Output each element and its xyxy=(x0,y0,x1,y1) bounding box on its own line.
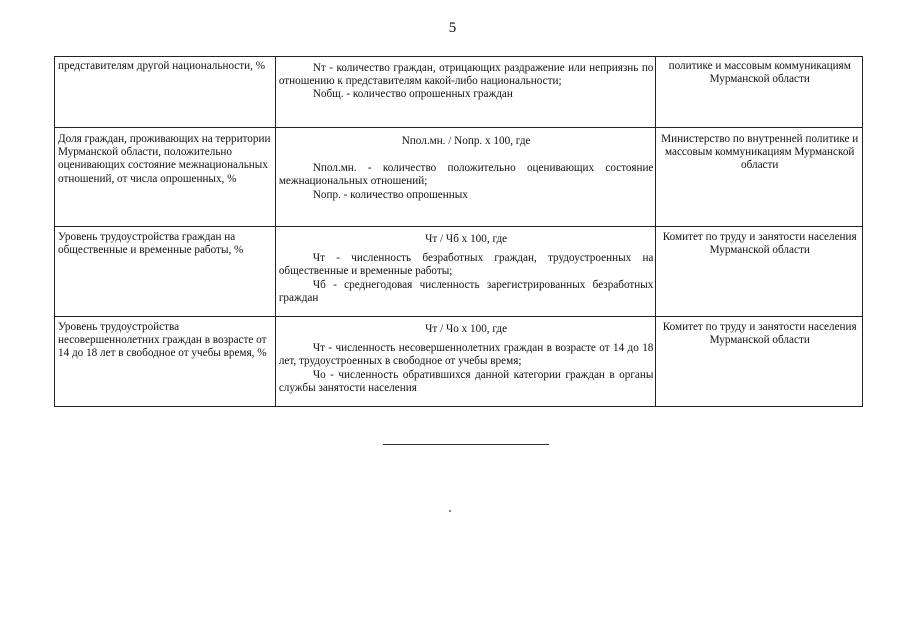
indicator-name: Доля граждан, проживающих на территории Мурманской области, положительно оценивающих состояние межнациональных отношений, от числа опрошенных, % xyxy=(58,133,271,185)
formula-description: Nобщ. - количество опрошенных граждан xyxy=(312,88,513,101)
indicator-name-cell xyxy=(55,57,276,128)
organization-name: Министерство по внутренней политике и массовым коммуникациям Мурманской области xyxy=(661,133,859,172)
organization-cell xyxy=(656,57,863,128)
formula-cell xyxy=(275,227,656,317)
page-number: 5 xyxy=(448,20,457,36)
organization-name: политике и массовым коммуникациям Мурманской области xyxy=(668,60,851,86)
organization-name: Комитет по труду и занятости населения Мурманской области xyxy=(662,231,857,257)
table-row xyxy=(55,317,863,407)
footer-divider xyxy=(383,444,549,445)
indicator-name: представителям другой национальности, % xyxy=(58,60,266,72)
indicator-name: Уровень трудоустройства граждан на общественные и временные работы, % xyxy=(58,231,244,257)
formula-description: Nпол.мн. - количество положительно оценивающих состояние межнациональных отношений; xyxy=(278,162,654,188)
formula-cell xyxy=(275,317,656,407)
organization-cell xyxy=(656,227,863,317)
formula-cell xyxy=(275,128,656,227)
formula-description: Nт - количество граждан, отрицающих раздражение или неприязнь по отношению к представителям какой-либо национальности; xyxy=(278,62,654,88)
formula-expression: Nпол.мн. / Nопр. х 100, где xyxy=(401,135,531,147)
formula-expression: Чт / Чо х 100, где xyxy=(425,323,508,335)
table-row xyxy=(55,128,863,227)
formula-description: Nопр. - количество опрошенных xyxy=(312,188,468,201)
organization-name: Комитет по труду и занятости населения Мурманской области xyxy=(662,321,857,347)
table-row xyxy=(55,57,863,128)
indicators-table xyxy=(54,56,863,407)
indicator-name-cell xyxy=(55,317,276,407)
formula-description: Чт - численность безработных граждан, трудоустроенных на общественные и временные работы; xyxy=(278,252,654,278)
organization-cell xyxy=(656,317,863,407)
formula-cell xyxy=(275,57,656,128)
organization-cell xyxy=(656,128,863,227)
formula-description: Чо - численность обратившихся данной категории граждан в органы службы занятости населения xyxy=(278,368,654,394)
indicator-name-cell xyxy=(55,227,276,317)
indicator-name-cell xyxy=(55,128,276,227)
formula-description: Чт - численность несовершеннолетних граждан в возрасте от 14 до 18 лет, трудоустроенных в свободное от учебы время; xyxy=(278,342,654,368)
indicator-name: Уровень трудоустройства несовершеннолетних граждан в возрасте от 14 до 18 лет в свободное от учебы время, % xyxy=(58,321,267,360)
formula-expression: Чт / Чб х 100, где xyxy=(425,233,508,245)
formula-description: Чб - среднегодовая численность зарегистрированных безработных граждан xyxy=(278,278,654,304)
scan-speck xyxy=(449,510,451,512)
table-row xyxy=(55,227,863,317)
